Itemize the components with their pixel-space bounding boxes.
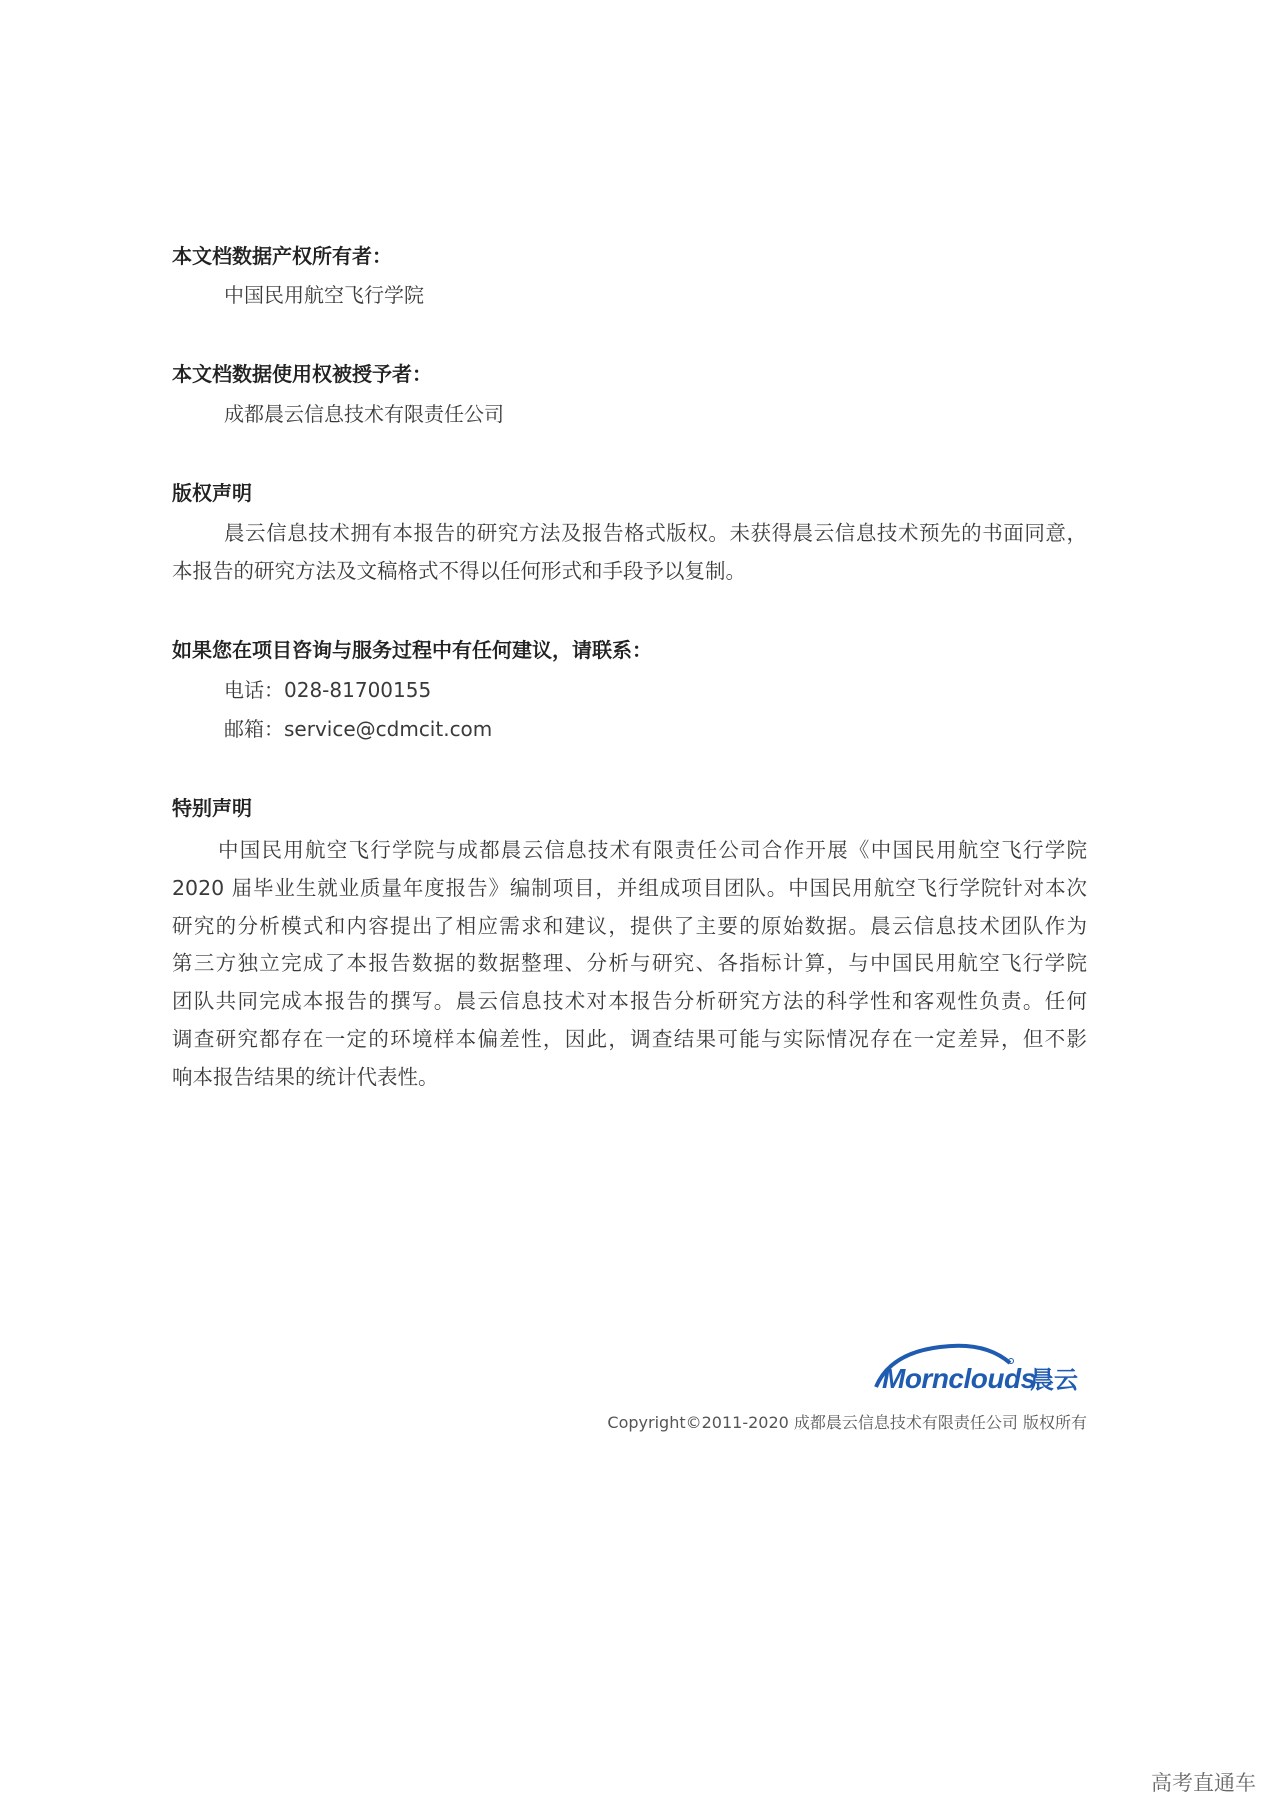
licensee-name: 成都晨云信息技术有限责任公司 (224, 402, 504, 426)
special-line: 研究的分析模式和内容提出了相应需求和建议，提供了主要的原始数据。晨云信息技术团队作为 (172, 913, 1087, 938)
copyright-line: 本报告的研究方法及文稿格式不得以任何形式和手段予以复制。 (172, 558, 746, 583)
special-line: 响本报告结果的统计代表性。 (172, 1064, 439, 1089)
contact-phone: 电话：028-81700155 (224, 678, 432, 702)
svg-text:晨云: 晨云 (1030, 1366, 1078, 1394)
special-line: 团队共同完成本报告的撰写。晨云信息技术对本报告分析研究方法的科学性和客观性负责。任何 (172, 989, 1087, 1014)
special-line: 第三方独立完成了本报告数据的数据整理、分析与研究、各指标计算，与中国民用航空飞行学院 (172, 951, 1087, 976)
watermark: 高考直通车 (1151, 1771, 1256, 1795)
copyright-footer: Copyright©2011-2020 成都晨云信息技术有限责任公司 版权所有 (607, 1413, 1087, 1432)
contact-heading: 如果您在项目咨询与服务过程中有任何建议，请联系： (172, 638, 652, 662)
special-paragraph (172, 837, 1087, 1102)
mornclouds-logo (870, 1335, 1090, 1395)
special-heading: 特别声明 (172, 796, 252, 820)
copyright-line: 晨云信息技术拥有本报告的研究方法及报告格式版权。未获得晨云信息技术预先的书面同意， (224, 521, 1087, 545)
licensee-heading: 本文档数据使用权被授予者： (172, 362, 432, 386)
special-line: 调查研究都存在一定的环境样本偏差性，因此，调查结果可能与实际情况存在一定差异，但不影 (172, 1026, 1087, 1051)
contact-email: 邮箱：service@cdmcit.com (224, 717, 493, 741)
special-line: 中国民用航空飞行学院与成都晨云信息技术有限责任公司合作开展《中国民用航空飞行学院 (218, 838, 1087, 862)
copyright-heading: 版权声明 (172, 481, 252, 505)
svg-text:Mornclouds: Mornclouds (882, 1363, 1036, 1394)
owner-heading: 本文档数据产权所有者： (172, 244, 392, 268)
special-line: 2020 届毕业生就业质量年度报告》编制项目，并组成项目团队。中国民用航空飞行学院针对本次 (172, 875, 1087, 900)
owner-name: 中国民用航空飞行学院 (224, 283, 424, 307)
copyright-paragraph (172, 520, 1087, 596)
